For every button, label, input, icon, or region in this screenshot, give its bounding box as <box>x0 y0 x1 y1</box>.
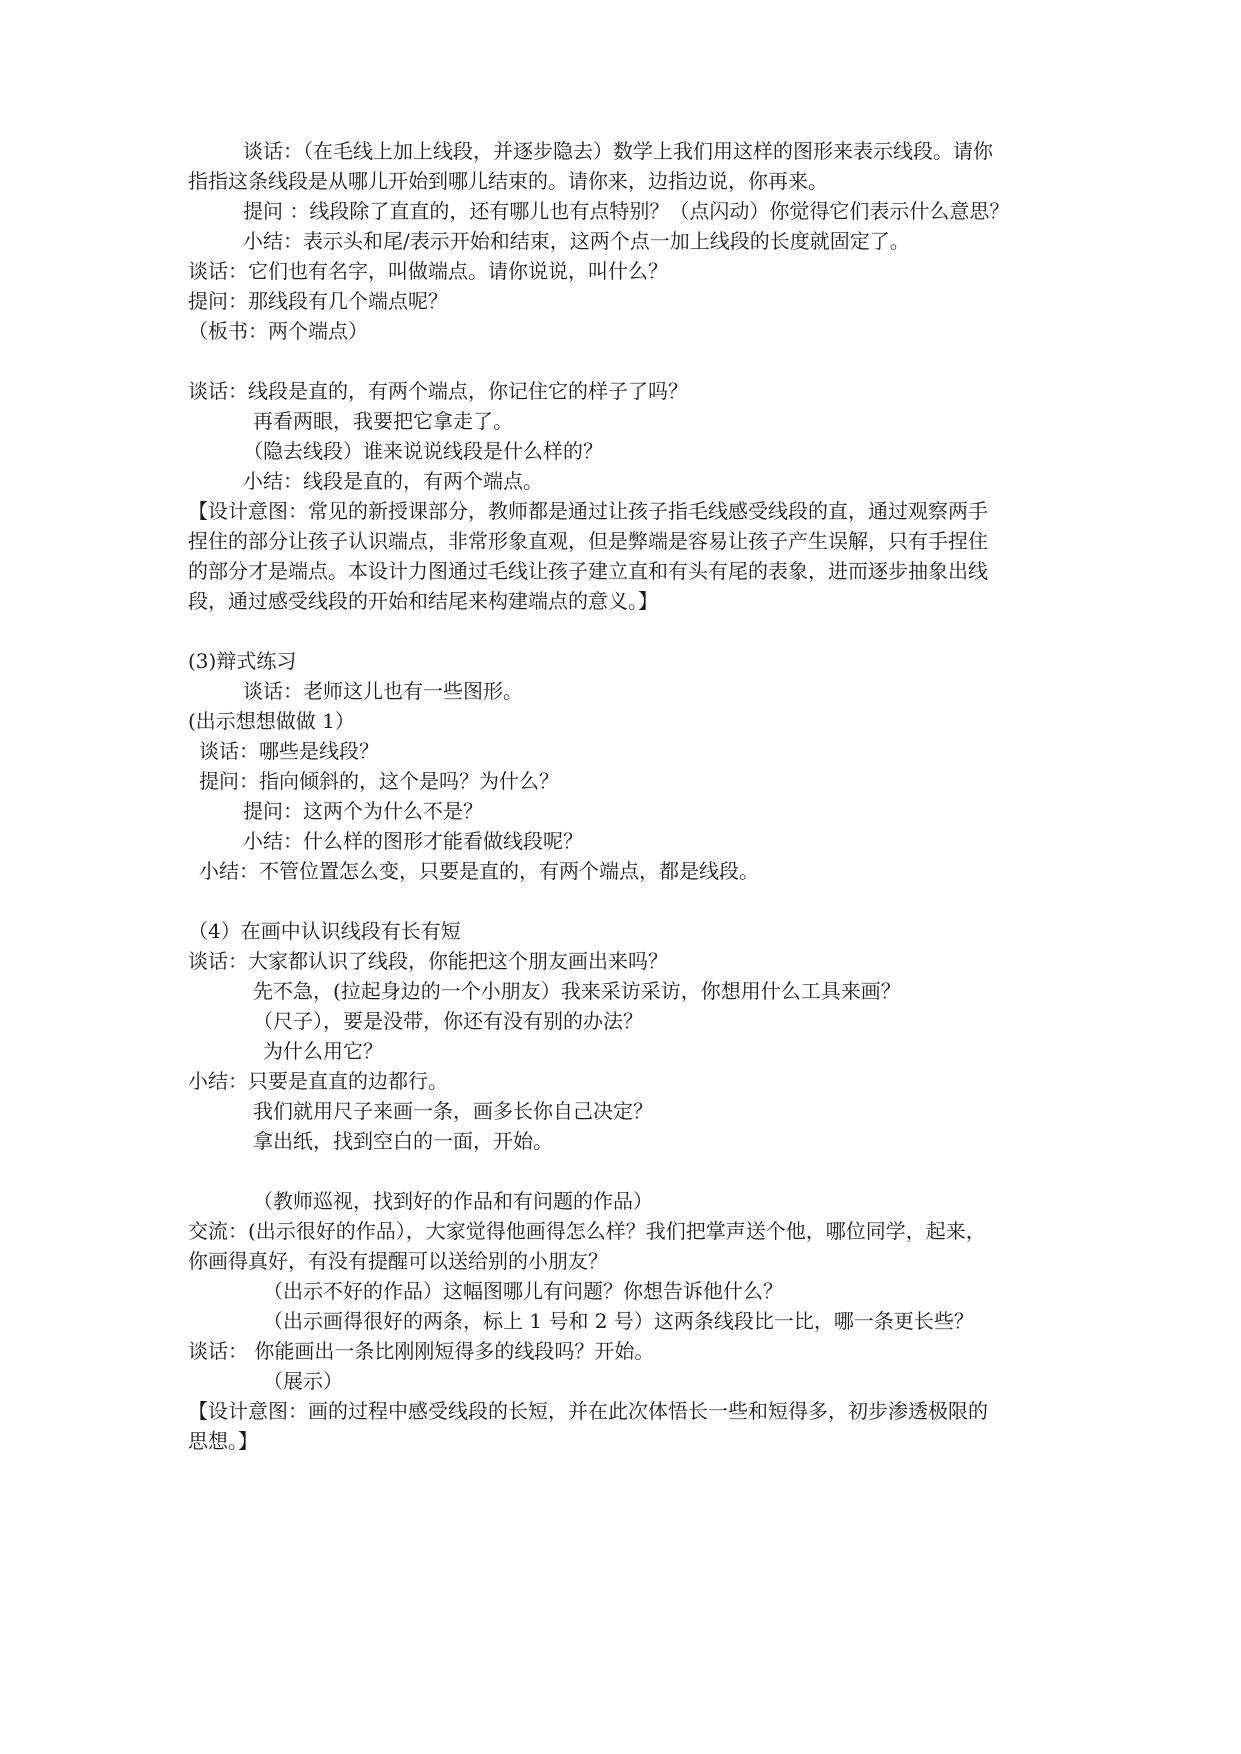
text-line: （板书：两个端点） <box>188 319 368 343</box>
text-line: 谈话：它们也有名字，叫做端点。请你说说，叫什么？ <box>188 259 668 283</box>
text-line: 提问 ：线段除了直直的，还有哪儿也有点特别？（点闪动）你觉得它们表示什么意思？ <box>243 199 1010 223</box>
text-line: 谈话：哪些是线段？ <box>199 739 379 763</box>
text-line: (出示想想做做 1） <box>188 709 355 733</box>
design-intent-line: 的部分才是端点。本设计力图通过毛线让孩子建立直和有头有尾的表象，进而逐步抽象出线 <box>188 559 988 583</box>
text-line: 小结：什么样的图形才能看做线段呢？ <box>243 829 583 853</box>
text-line: 再看两眼，我要把它拿走了。 <box>253 409 513 433</box>
text-line: （隐去线段）谁来说说线段是什么样的？ <box>243 439 603 463</box>
section-heading: (3)辩式练习 <box>188 649 297 673</box>
text-line: （尺子），要是没带，你还有没有别的办法？ <box>253 1009 643 1033</box>
text-line: （出示不好的作品）这幅图哪儿有问题？你想告诉他什么？ <box>263 1279 783 1303</box>
text-line: （教师巡视，找到好的作品和有问题的作品） <box>253 1189 653 1213</box>
text-line: 提问：那线段有几个端点呢？ <box>188 289 448 313</box>
text-line: 你画得真好，有没有提醒可以送给别的小朋友？ <box>188 1249 608 1273</box>
text-line: 谈话：（在毛线上加上线段，并逐步隐去）数学上我们用这样的图形来表示线段。请你 <box>243 139 993 163</box>
section-heading: （4）在画中认识线段有长有短 <box>188 919 461 943</box>
design-intent-line: 【设计意图：常见的新授课部分，教师都是通过让孩子指毛线感受线段的直，通过观察两手 <box>188 499 988 523</box>
text-line: 谈话：大家都认识了线段，你能把这个朋友画出来吗？ <box>188 949 668 973</box>
text-line: 小结：不管位置怎么变，只要是直的，有两个端点，都是线段。 <box>199 859 759 883</box>
text-line: 先不急，(拉起身边的一个小朋友）我来采访采访，你想用什么工具来画？ <box>253 979 901 1003</box>
text-line: 拿出纸，找到空白的一面，开始。 <box>253 1129 553 1153</box>
text-line: 谈话：老师这儿也有一些图形。 <box>243 679 523 703</box>
design-intent-line: 捏住的部分让孩子认识端点，非常形象直观，但是弊端是容易让孩子产生误解，只有手捏住 <box>188 529 988 553</box>
design-intent-line: 段，通过感受线段的开始和结尾来构建端点的意义。】 <box>188 589 658 613</box>
text-line: 谈话：线段是直的，有两个端点，你记住它的样子了吗？ <box>188 379 688 403</box>
text-line: （展示） <box>263 1369 343 1393</box>
text-line: 小结：线段是直的，有两个端点。 <box>243 469 543 493</box>
design-intent-line: 【设计意图：画的过程中感受线段的长短，并在此次体悟长一些和短得多，初步渗透极限的 <box>188 1399 988 1423</box>
text-line: 小结：只要是直直的边都行。 <box>188 1069 448 1093</box>
text-line: 我们就用尺子来画一条，画多长你自己决定？ <box>253 1099 653 1123</box>
text-line: （出示画得很好的两条，标上 1 号和 2 号）这两条线段比一比，哪一条更长些？ <box>263 1309 974 1333</box>
text-line: 为什么用它？ <box>263 1039 383 1063</box>
text-line: 交流：(出示很好的作品），大家觉得他画得怎么样？我们把掌声送个他，哪位同学，起来， <box>188 1219 986 1243</box>
text-line: 谈话： 你能画出一条比刚刚短得多的线段吗？开始。 <box>188 1339 655 1363</box>
text-line: 提问：指向倾斜的，这个是吗？为什么？ <box>199 769 559 793</box>
text-line: 小结：表示头和尾/表示开始和结束，这两个点一加上线段的长度就固定了。 <box>243 229 910 253</box>
design-intent-line: 思想。】 <box>188 1429 258 1453</box>
text-line: 指指这条线段是从哪儿开始到哪儿结束的。请你来，边指边说，你再来。 <box>188 169 828 193</box>
text-line: 提问：这两个为什么不是？ <box>243 799 483 823</box>
